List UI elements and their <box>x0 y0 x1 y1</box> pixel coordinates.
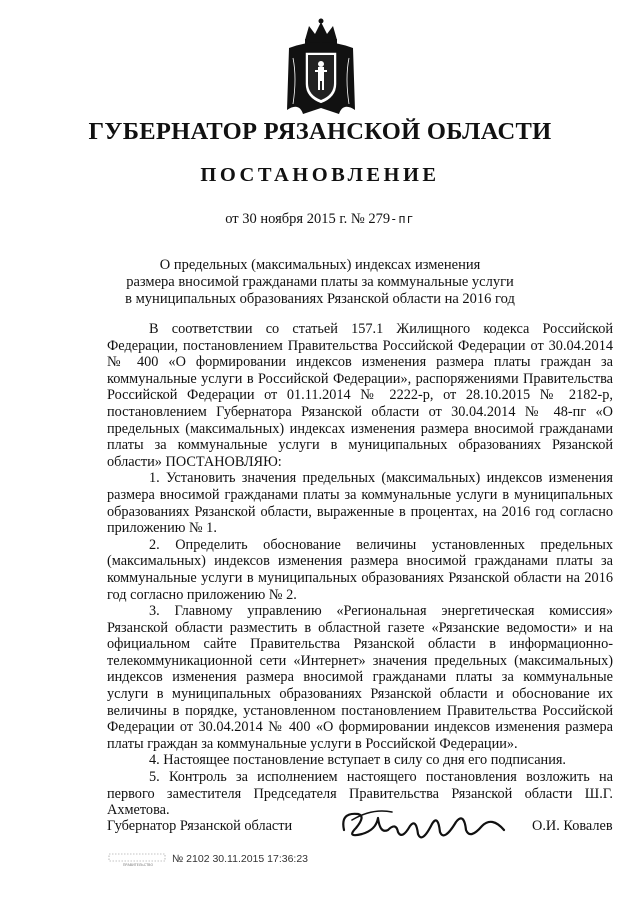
signatory-name: О.И. Ковалев <box>532 818 613 834</box>
item-paragraph: 3. Главному управлению «Региональная энергетическая комиссия» Рязанской области разместить в областной газете «Рязанские ведомости» и на официальном сайте Правительства Рязанской области в информационно-телекоммуникационной сети «Интернет» значения предельных (максимальных) индексов изменения размера вносимой гражданами платы за коммунальные услуги в муниципальных образованиях Рязанской области и обоснование их величины в порядке, установленном постановлением Правительства Российской Федерации от 30.04.2014 № 400 «О формировании индексов изменения размера платы граждан за коммунальные услуги в Российской Федерации». <box>107 603 613 752</box>
coat-of-arms-emblem <box>283 18 359 116</box>
item-paragraph: 2. Определить обоснование величины установленных предельных (максимальных) индексов изменения размера вносимой гражданами платы за коммунальные услуги в муниципальных образованиях Рязанской области на 2016 год согласно приложению № 2. <box>107 536 613 603</box>
item-paragraph: 4. Настоящее постановление вступает в силу со дня его подписания. <box>149 752 566 769</box>
document-type: ПОСТАНОВЛЕНИЕ <box>200 164 440 186</box>
document-date-text: от 30 ноября 2015 г. № 279 <box>225 211 391 227</box>
document-number-suffix: -пг <box>390 212 415 226</box>
preamble-paragraph: В соответствии со статьей 157.1 Жилищного кодекса Российской Федерации, постановлением Правительства Российской Федерации от 30.04.2014 № 400 «О формировании индексов изменения размера платы граждан за коммунальные услуги в Российской Федерации», распоряжениями Правительства Российской Федерации от 01.11.2014 № 2222-р, от 28.10.2015 № 2182-р, постановлением Губернатора Рязанской области от 30.04.2014 № 48-пг «О предельных (максимальных) индексах изменения размера вносимой гражданами платы за коммунальные услуги в муниципальных образованиях Рязанской области» ПОСТАНОВЛЯЮ: <box>107 321 613 470</box>
subject-line: О предельных (максимальных) индексах изменения <box>159 257 481 273</box>
subject-line: размера вносимой гражданами платы за коммунальные услуги <box>126 274 514 290</box>
svg-text:ПРАВИТЕЛЬСТВО: ПРАВИТЕЛЬСТВО <box>122 863 154 867</box>
item-paragraph: 5. Контроль за исполнением настоящего постановления возложить на первого заместителя Председателя Правительства Рязанской области Ш.Г. Ахметова. <box>107 769 613 819</box>
organization-title: ГУБЕРНАТОР РЯЗАНСКОЙ ОБЛАСТИ <box>88 118 552 145</box>
registration-stamp-mark <box>107 853 169 867</box>
document-subject <box>0 257 640 308</box>
document-body <box>107 321 613 819</box>
handwritten-signature <box>332 800 532 850</box>
subject-line: в муниципальных образованиях Рязанской области на 2016 год <box>125 291 515 307</box>
registration-number: № 2102 30.11.2015 17:36:23 <box>172 853 309 865</box>
document-date <box>0 211 640 228</box>
item-paragraph: 1. Установить значения предельных (максимальных) индексов изменения размера вносимой гражданами платы за коммунальные услуги в муниципальных образованиях Рязанской области, выраженные в процентах, на 2016 год согласно приложению № 1. <box>107 470 613 537</box>
signatory-position: Губернатор Рязанской области <box>107 818 293 834</box>
